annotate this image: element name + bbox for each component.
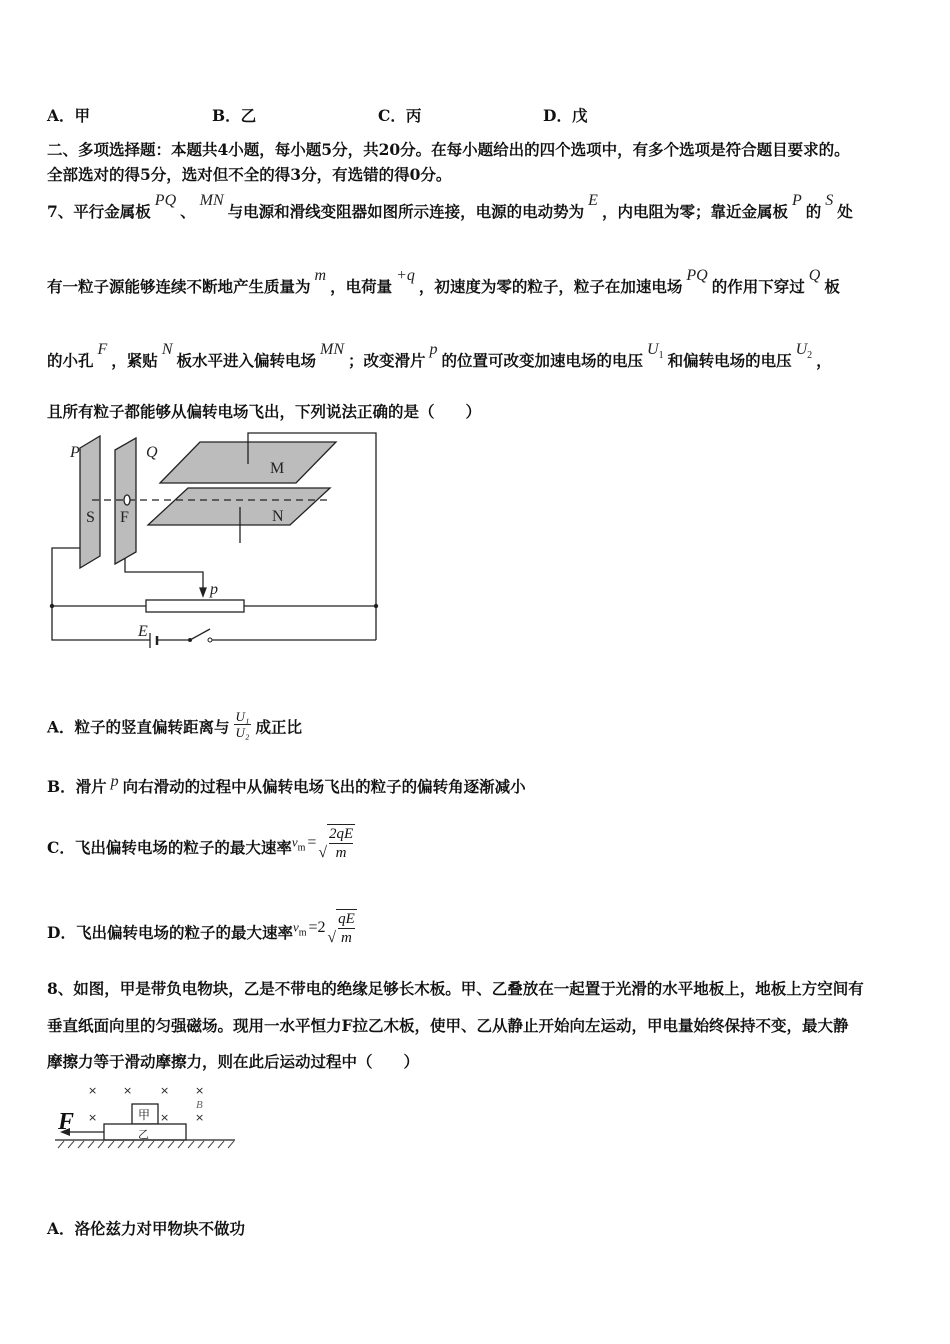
q8-line-2: 垂直纸面向里的匀强磁场。现用一水平恒力F拉乙木板，使甲、乙从静止开始向左运动，甲电量始终保持不变，最大静 xyxy=(47,1016,849,1035)
section-instruction: 全部选对的得5分，选对但不全的得3分，有选错的得0分。 xyxy=(47,165,452,184)
hatch xyxy=(218,1141,224,1148)
label-e: E xyxy=(138,623,148,640)
text: 与电源和滑线变阻器如图所示连接，电源的电动势为 xyxy=(227,202,585,221)
text: A．粒子的竖直偏转距离与 xyxy=(47,717,230,737)
u: U xyxy=(795,341,808,358)
symbol-u1 xyxy=(647,341,664,362)
q8-option-a[interactable]: A．洛伦兹力对甲物块不做功 xyxy=(47,1219,246,1238)
hatch xyxy=(138,1141,144,1148)
symbol-s: S xyxy=(825,192,834,209)
hatch xyxy=(128,1141,134,1148)
q7-line-1 xyxy=(47,192,853,222)
hatch xyxy=(198,1141,204,1148)
option-a[interactable]: A．甲 xyxy=(47,106,91,125)
field-x: × xyxy=(88,1084,98,1097)
text: 处 xyxy=(837,202,853,221)
denominator: m xyxy=(335,845,347,861)
label-b: B xyxy=(196,1099,203,1111)
subscript: m xyxy=(298,927,307,939)
q7-option-b[interactable] xyxy=(47,775,526,797)
symbol-charge: +q xyxy=(396,267,415,284)
hatch xyxy=(158,1141,164,1148)
text: 、 xyxy=(180,202,196,221)
field-x: × xyxy=(160,1111,170,1124)
hole-f xyxy=(124,495,130,505)
hatch xyxy=(108,1141,114,1148)
plate-p xyxy=(80,436,100,568)
u: U xyxy=(647,341,659,358)
symbol-mn: MN xyxy=(199,192,224,209)
label-force-f: F xyxy=(58,1109,75,1135)
resistor xyxy=(146,600,244,612)
text: D．飞出偏转电场的粒子的最大速率 xyxy=(47,923,293,942)
label-n: N xyxy=(272,508,284,525)
q8-line-3: 摩擦力等于滑动摩擦力，则在此后运动过程中（ ） xyxy=(47,1052,420,1071)
numerator: 2qE xyxy=(328,826,354,842)
label-m: M xyxy=(270,460,285,477)
hatch xyxy=(178,1141,184,1148)
slider-arrow xyxy=(200,588,206,596)
symbol-n: N xyxy=(161,341,173,358)
text: 的 xyxy=(805,202,822,221)
q7-line-4: 且所有粒子都能够从偏转电场飞出，下列说法正确的是（ ） xyxy=(47,402,482,421)
text: 有一粒子源能够连续不断地产生质量为 xyxy=(47,277,311,296)
equals: =2 xyxy=(308,918,326,936)
subscript: 1 xyxy=(658,350,664,362)
text: 板 xyxy=(824,277,840,296)
q8-block-figure xyxy=(50,1080,245,1160)
wire-q xyxy=(125,558,203,590)
q7-circuit-figure xyxy=(40,428,390,658)
section-heading: 二、多项选择题：本题共4小题，每小题5分，共20分。在每小题给出的四个选项中，有多个选项是符合题目要求的。 xyxy=(47,140,850,159)
numerator: U₁ xyxy=(235,709,250,724)
text: ，电荷量 xyxy=(330,277,393,296)
text: 成正比 xyxy=(255,717,302,737)
junction xyxy=(374,604,378,608)
option-d[interactable]: D．戊 xyxy=(543,106,588,125)
hatch xyxy=(98,1141,104,1148)
label-jia: 甲 xyxy=(138,1108,151,1122)
text: 的位置可改变加速电场的电压 xyxy=(441,351,644,370)
hatch xyxy=(208,1141,214,1148)
radicand xyxy=(327,824,355,862)
symbol-pq: PQ xyxy=(154,192,177,209)
text: ，初速度为零的粒子，粒子在加速电场 xyxy=(418,277,683,296)
v: v xyxy=(291,834,298,850)
symbol-u2 xyxy=(795,341,813,362)
radicand xyxy=(336,909,357,947)
denominator: U₂ xyxy=(235,725,250,740)
hatch xyxy=(118,1141,124,1148)
label-f: F xyxy=(120,509,129,526)
hatch xyxy=(58,1141,64,1148)
field-x: × xyxy=(88,1111,98,1124)
text: 7、平行金属板 xyxy=(47,202,151,221)
field-x: × xyxy=(123,1084,133,1097)
q7-line-2 xyxy=(47,267,840,297)
hatch xyxy=(88,1141,94,1148)
text: 的作用下穿过 xyxy=(711,277,805,296)
q8-line-1: 8、如图，甲是带负电物块，乙是不带电的绝缘足够长木板。甲、乙叠放在一起置于光滑的水平地板上，地板上方空间有 xyxy=(47,979,864,998)
text: 板水平进入偏转电场 xyxy=(176,351,316,370)
junction xyxy=(50,604,54,608)
plate-n xyxy=(148,488,330,525)
symbol-m: m xyxy=(314,267,327,284)
sqrt: √ $\frac{2qE}{m}$ xyxy=(318,826,354,861)
text: C．飞出偏转电场的粒子的最大速率 xyxy=(47,838,292,857)
option-b[interactable]: B．乙 xyxy=(212,106,257,125)
text: ，内电阻为零；靠近金属板 xyxy=(601,202,788,221)
switch-pivot xyxy=(188,638,192,642)
field-x: × xyxy=(195,1111,205,1124)
label-s: S xyxy=(86,509,95,526)
text: ；改变滑片 xyxy=(348,351,426,370)
q7-option-a[interactable] xyxy=(47,709,302,744)
text: ，紧贴 xyxy=(111,351,158,370)
formula xyxy=(293,909,357,947)
symbol-e: E xyxy=(588,192,598,209)
numerator: qE xyxy=(338,911,355,927)
formula xyxy=(292,824,355,862)
q7-line-3 xyxy=(47,341,832,373)
q7-option-d[interactable] xyxy=(47,911,357,953)
text: ， xyxy=(816,351,832,370)
hatch xyxy=(148,1141,154,1148)
hatch xyxy=(228,1141,234,1148)
text: 向右滑动的过程中从偏转电场飞出的粒子的偏转角逐渐减小 xyxy=(122,777,526,796)
switch xyxy=(190,629,210,640)
text: 的小孔 xyxy=(47,351,94,370)
subscript: m xyxy=(297,842,306,854)
sqrt: √ $\frac{qE}{m}$ xyxy=(327,911,355,946)
fraction-u1-u2 xyxy=(234,709,252,740)
v: v xyxy=(292,919,299,935)
equals: = xyxy=(307,833,317,851)
option-c[interactable]: C．丙 xyxy=(378,106,422,125)
label-p: P xyxy=(70,444,80,461)
hatch xyxy=(68,1141,74,1148)
symbol-f: F xyxy=(97,341,108,358)
text: 和偏转电场的电压 xyxy=(667,351,792,370)
hatch xyxy=(78,1141,84,1148)
q7-option-c[interactable] xyxy=(47,826,355,868)
field-x: × xyxy=(160,1084,170,1097)
hatch xyxy=(168,1141,174,1148)
symbol-p: p xyxy=(110,773,119,790)
symbol-q-plate: Q xyxy=(808,267,821,284)
field-x: × xyxy=(195,1084,205,1097)
subscript: 2 xyxy=(807,350,813,362)
wire-p xyxy=(52,548,150,640)
symbol-p: P xyxy=(791,192,802,209)
denominator: m xyxy=(340,930,352,946)
switch-contact xyxy=(208,638,212,642)
symbol-p: p xyxy=(429,341,438,358)
label-slider-p: p xyxy=(210,581,218,598)
label-yi: 乙 xyxy=(138,1128,149,1141)
text: B．滑片 xyxy=(47,777,107,796)
label-q: Q xyxy=(146,444,158,461)
symbol-pq: PQ xyxy=(686,267,708,284)
hatch xyxy=(188,1141,194,1148)
symbol-mn: MN xyxy=(320,341,344,358)
